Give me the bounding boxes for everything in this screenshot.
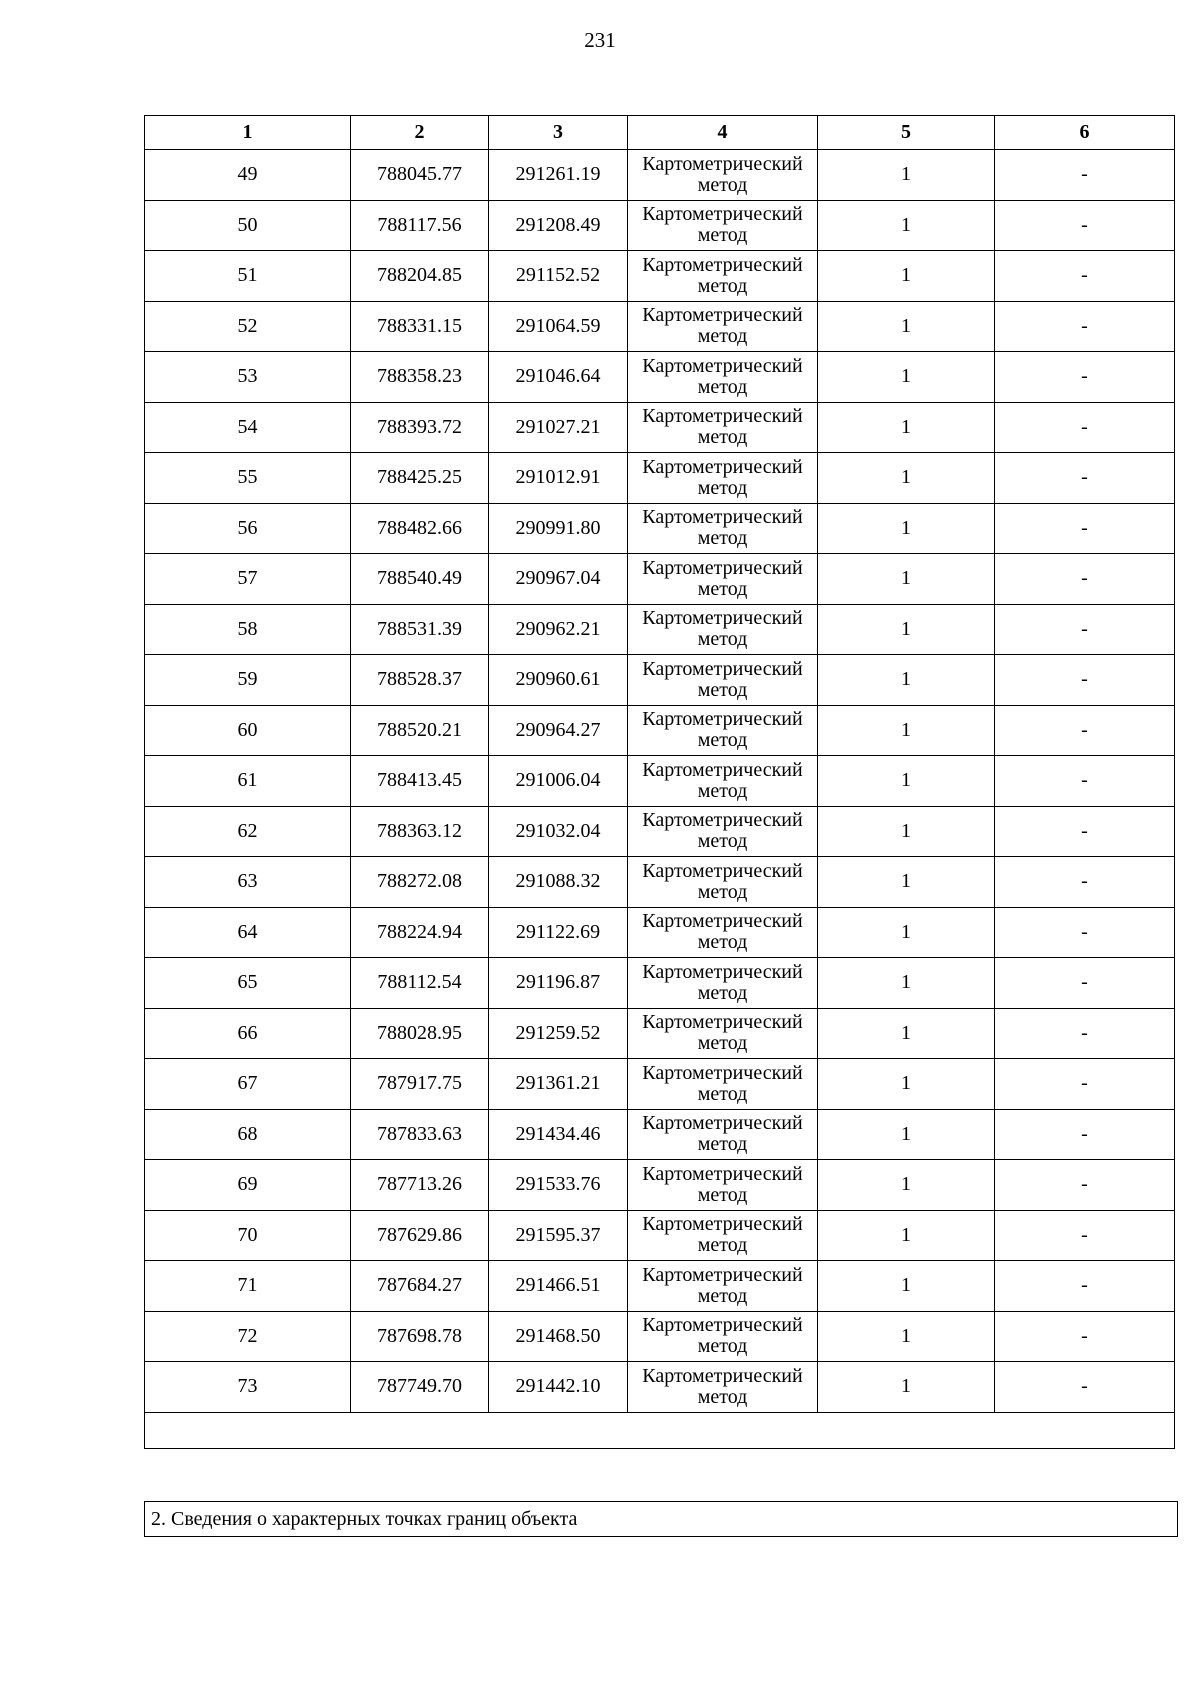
x-coordinate-cell: 787713.26: [351, 1160, 489, 1211]
method-line-1: Картометрический: [642, 1314, 803, 1337]
x-coordinate-cell: 787629.86: [351, 1210, 489, 1261]
y-coordinate-cell: 290960.61: [489, 655, 628, 706]
y-coordinate-cell: 291027.21: [489, 402, 628, 453]
y-coordinate-cell: 291208.49: [489, 200, 628, 251]
table-row: [145, 958, 1175, 1009]
empty-row: [145, 1412, 1175, 1448]
accuracy-cell: 1: [818, 1362, 995, 1413]
table-row: [145, 857, 1175, 908]
note-cell: -: [995, 1311, 1175, 1362]
method-cell: [628, 301, 818, 352]
empty-cell: [145, 1412, 1175, 1448]
x-coordinate-cell: 788028.95: [351, 1008, 489, 1059]
method-cell: [628, 251, 818, 302]
table-row: [145, 655, 1175, 706]
x-coordinate-cell: 788117.56: [351, 200, 489, 251]
y-coordinate-cell: 291006.04: [489, 756, 628, 807]
method-line-2: метод: [697, 628, 748, 651]
accuracy-cell: 1: [818, 150, 995, 201]
x-coordinate-cell: 787698.78: [351, 1311, 489, 1362]
point-number-cell: 65: [145, 958, 351, 1009]
accuracy-cell: 1: [818, 402, 995, 453]
method-line-1: Картометрический: [642, 1263, 803, 1286]
method-cell: [628, 604, 818, 655]
method-line-1: Картометрический: [642, 506, 803, 529]
method-line-1: Картометрический: [642, 859, 803, 882]
x-coordinate-cell: 788531.39: [351, 604, 489, 655]
accuracy-cell: 1: [818, 1059, 995, 1110]
table-row: [145, 251, 1175, 302]
table-row: [145, 150, 1175, 201]
accuracy-cell: 1: [818, 604, 995, 655]
point-number-cell: 62: [145, 806, 351, 857]
note-cell: -: [995, 352, 1175, 403]
method-line-2: метод: [697, 426, 748, 449]
x-coordinate-cell: 788112.54: [351, 958, 489, 1009]
note-cell: -: [995, 251, 1175, 302]
note-cell: -: [995, 301, 1175, 352]
point-number-cell: 66: [145, 1008, 351, 1059]
table-row: [145, 1261, 1175, 1312]
column-header-6: 6: [995, 116, 1175, 150]
accuracy-cell: 1: [818, 453, 995, 504]
point-number-cell: 71: [145, 1261, 351, 1312]
method-line-1: Картометрический: [642, 960, 803, 983]
method-line-2: метод: [697, 274, 748, 297]
point-number-cell: 52: [145, 301, 351, 352]
y-coordinate-cell: 291468.50: [489, 1311, 628, 1362]
y-coordinate-cell: 291442.10: [489, 1362, 628, 1413]
y-coordinate-cell: 290991.80: [489, 503, 628, 554]
accuracy-cell: 1: [818, 655, 995, 706]
method-cell: [628, 655, 818, 706]
point-number-cell: 53: [145, 352, 351, 403]
point-number-cell: 58: [145, 604, 351, 655]
method-line-2: метод: [697, 224, 748, 247]
x-coordinate-cell: 788358.23: [351, 352, 489, 403]
method-cell: [628, 907, 818, 958]
x-coordinate-cell: 788331.15: [351, 301, 489, 352]
x-coordinate-cell: 788204.85: [351, 251, 489, 302]
method-cell: [628, 958, 818, 1009]
point-number-cell: 67: [145, 1059, 351, 1110]
method-line-1: Картометрический: [642, 657, 803, 680]
table-row: [145, 1311, 1175, 1362]
method-cell: [628, 857, 818, 908]
note-cell: -: [995, 705, 1175, 756]
y-coordinate-cell: 291032.04: [489, 806, 628, 857]
method-line-1: Картометрический: [642, 910, 803, 933]
method-cell: [628, 705, 818, 756]
x-coordinate-cell: 788045.77: [351, 150, 489, 201]
method-cell: [628, 1109, 818, 1160]
x-coordinate-cell: 788540.49: [351, 554, 489, 605]
note-cell: -: [995, 200, 1175, 251]
point-number-cell: 49: [145, 150, 351, 201]
table-row: [145, 1210, 1175, 1261]
method-line-1: Картометрический: [642, 1162, 803, 1185]
y-coordinate-cell: 291088.32: [489, 857, 628, 908]
x-coordinate-cell: 788363.12: [351, 806, 489, 857]
method-line-2: метод: [697, 981, 748, 1004]
x-coordinate-cell: 787684.27: [351, 1261, 489, 1312]
y-coordinate-cell: 291259.52: [489, 1008, 628, 1059]
x-coordinate-cell: 788393.72: [351, 402, 489, 453]
table-row: [145, 554, 1175, 605]
method-line-1: Картометрический: [642, 152, 803, 175]
table-row: [145, 301, 1175, 352]
table-row: [145, 806, 1175, 857]
method-line-2: метод: [697, 1082, 748, 1105]
method-line-2: метод: [697, 1335, 748, 1358]
method-line-2: метод: [697, 375, 748, 398]
note-cell: -: [995, 1362, 1175, 1413]
method-line-2: метод: [697, 325, 748, 348]
page-number: 231: [584, 28, 616, 52]
table-row: [145, 352, 1175, 403]
y-coordinate-cell: 291595.37: [489, 1210, 628, 1261]
note-cell: -: [995, 503, 1175, 554]
method-line-2: метод: [697, 830, 748, 853]
method-line-1: Картометрический: [642, 354, 803, 377]
method-line-2: метод: [697, 476, 748, 499]
method-line-1: Картометрический: [642, 304, 803, 327]
accuracy-cell: 1: [818, 352, 995, 403]
note-cell: -: [995, 1008, 1175, 1059]
y-coordinate-cell: 290962.21: [489, 604, 628, 655]
method-line-1: Картометрический: [642, 607, 803, 630]
x-coordinate-cell: 787749.70: [351, 1362, 489, 1413]
method-line-1: Картометрический: [642, 253, 803, 276]
x-coordinate-cell: 787833.63: [351, 1109, 489, 1160]
point-number-cell: 59: [145, 655, 351, 706]
method-line-2: метод: [697, 729, 748, 752]
section-title: 2. Сведения о характерных точках границ объекта: [144, 1501, 1178, 1537]
table-row: [145, 503, 1175, 554]
accuracy-cell: 1: [818, 705, 995, 756]
y-coordinate-cell: 291434.46: [489, 1109, 628, 1160]
method-line-1: Картометрический: [642, 1011, 803, 1034]
y-coordinate-cell: 291196.87: [489, 958, 628, 1009]
accuracy-cell: 1: [818, 806, 995, 857]
method-cell: [628, 756, 818, 807]
accuracy-cell: 1: [818, 1160, 995, 1211]
note-cell: -: [995, 958, 1175, 1009]
method-line-1: Картометрический: [642, 203, 803, 226]
accuracy-cell: 1: [818, 1008, 995, 1059]
method-line-2: метод: [697, 931, 748, 954]
y-coordinate-cell: 291064.59: [489, 301, 628, 352]
y-coordinate-cell: 291122.69: [489, 907, 628, 958]
y-coordinate-cell: 291046.64: [489, 352, 628, 403]
note-cell: -: [995, 907, 1175, 958]
table-row: [145, 705, 1175, 756]
y-coordinate-cell: 291533.76: [489, 1160, 628, 1211]
accuracy-cell: 1: [818, 200, 995, 251]
point-number-cell: 60: [145, 705, 351, 756]
method-line-2: метод: [697, 1385, 748, 1408]
table-row: [145, 1362, 1175, 1413]
point-number-cell: 72: [145, 1311, 351, 1362]
x-coordinate-cell: 788224.94: [351, 907, 489, 958]
method-cell: [628, 503, 818, 554]
y-coordinate-cell: 290967.04: [489, 554, 628, 605]
accuracy-cell: 1: [818, 958, 995, 1009]
table-row: [145, 1160, 1175, 1211]
column-header-3: 3: [489, 116, 628, 150]
method-line-1: Картометрический: [642, 455, 803, 478]
note-cell: -: [995, 453, 1175, 504]
note-cell: -: [995, 554, 1175, 605]
x-coordinate-cell: 788520.21: [351, 705, 489, 756]
point-number-cell: 61: [145, 756, 351, 807]
method-cell: [628, 1261, 818, 1312]
method-line-2: метод: [697, 779, 748, 802]
column-header-1: 1: [145, 116, 351, 150]
x-coordinate-cell: 788482.66: [351, 503, 489, 554]
coordinates-table: [144, 115, 1175, 1449]
point-number-cell: 68: [145, 1109, 351, 1160]
point-number-cell: 63: [145, 857, 351, 908]
method-cell: [628, 554, 818, 605]
method-line-2: метод: [697, 1133, 748, 1156]
note-cell: -: [995, 655, 1175, 706]
method-line-2: метод: [697, 173, 748, 196]
point-number-cell: 73: [145, 1362, 351, 1413]
note-cell: -: [995, 604, 1175, 655]
table-body: [145, 150, 1175, 1449]
y-coordinate-cell: 291261.19: [489, 150, 628, 201]
method-line-2: метод: [697, 527, 748, 550]
method-cell: [628, 1160, 818, 1211]
column-header-4: 4: [628, 116, 818, 150]
method-line-2: метод: [697, 880, 748, 903]
table-row: [145, 402, 1175, 453]
method-line-2: метод: [697, 678, 748, 701]
y-coordinate-cell: 291152.52: [489, 251, 628, 302]
point-number-cell: 69: [145, 1160, 351, 1211]
table-row: [145, 200, 1175, 251]
method-line-1: Картометрический: [642, 758, 803, 781]
y-coordinate-cell: 290964.27: [489, 705, 628, 756]
accuracy-cell: 1: [818, 907, 995, 958]
accuracy-cell: 1: [818, 1311, 995, 1362]
point-number-cell: 57: [145, 554, 351, 605]
method-line-1: Картометрический: [642, 1213, 803, 1236]
column-header-2: 2: [351, 116, 489, 150]
table-row: [145, 907, 1175, 958]
method-cell: [628, 1210, 818, 1261]
x-coordinate-cell: 787917.75: [351, 1059, 489, 1110]
x-coordinate-cell: 788528.37: [351, 655, 489, 706]
table-row: [145, 1008, 1175, 1059]
note-cell: -: [995, 1109, 1175, 1160]
accuracy-cell: 1: [818, 301, 995, 352]
y-coordinate-cell: 291466.51: [489, 1261, 628, 1312]
method-line-2: метод: [697, 1284, 748, 1307]
note-cell: -: [995, 806, 1175, 857]
method-line-1: Картометрический: [642, 1061, 803, 1084]
point-number-cell: 55: [145, 453, 351, 504]
method-line-1: Картометрический: [642, 708, 803, 731]
accuracy-cell: 1: [818, 1109, 995, 1160]
method-cell: [628, 806, 818, 857]
method-cell: [628, 1008, 818, 1059]
method-cell: [628, 402, 818, 453]
accuracy-cell: 1: [818, 554, 995, 605]
table-row: [145, 756, 1175, 807]
accuracy-cell: 1: [818, 857, 995, 908]
method-cell: [628, 352, 818, 403]
note-cell: -: [995, 402, 1175, 453]
table-row: [145, 604, 1175, 655]
method-cell: [628, 150, 818, 201]
method-line-2: метод: [697, 1234, 748, 1257]
table-row: [145, 1059, 1175, 1110]
method-line-2: метод: [697, 577, 748, 600]
accuracy-cell: 1: [818, 1210, 995, 1261]
accuracy-cell: 1: [818, 503, 995, 554]
table-row: [145, 453, 1175, 504]
header-row: [145, 116, 1175, 150]
method-cell: [628, 1059, 818, 1110]
x-coordinate-cell: 788272.08: [351, 857, 489, 908]
method-cell: [628, 453, 818, 504]
method-line-2: метод: [697, 1183, 748, 1206]
method-cell: [628, 200, 818, 251]
method-line-1: Картометрический: [642, 556, 803, 579]
method-cell: [628, 1362, 818, 1413]
accuracy-cell: 1: [818, 756, 995, 807]
point-number-cell: 50: [145, 200, 351, 251]
note-cell: -: [995, 1059, 1175, 1110]
note-cell: -: [995, 756, 1175, 807]
point-number-cell: 51: [145, 251, 351, 302]
note-cell: -: [995, 1210, 1175, 1261]
point-number-cell: 56: [145, 503, 351, 554]
accuracy-cell: 1: [818, 1261, 995, 1312]
column-header-5: 5: [818, 116, 995, 150]
note-cell: -: [995, 1160, 1175, 1211]
method-line-1: Картометрический: [642, 405, 803, 428]
y-coordinate-cell: 291361.21: [489, 1059, 628, 1110]
y-coordinate-cell: 291012.91: [489, 453, 628, 504]
method-line-1: Картометрический: [642, 1364, 803, 1387]
method-cell: [628, 1311, 818, 1362]
method-line-1: Картометрический: [642, 809, 803, 832]
point-number-cell: 54: [145, 402, 351, 453]
x-coordinate-cell: 788425.25: [351, 453, 489, 504]
method-line-2: метод: [697, 1032, 748, 1055]
method-line-1: Картометрический: [642, 1112, 803, 1135]
accuracy-cell: 1: [818, 251, 995, 302]
note-cell: -: [995, 1261, 1175, 1312]
note-cell: -: [995, 150, 1175, 201]
note-cell: -: [995, 857, 1175, 908]
table-row: [145, 1109, 1175, 1160]
x-coordinate-cell: 788413.45: [351, 756, 489, 807]
point-number-cell: 64: [145, 907, 351, 958]
point-number-cell: 70: [145, 1210, 351, 1261]
